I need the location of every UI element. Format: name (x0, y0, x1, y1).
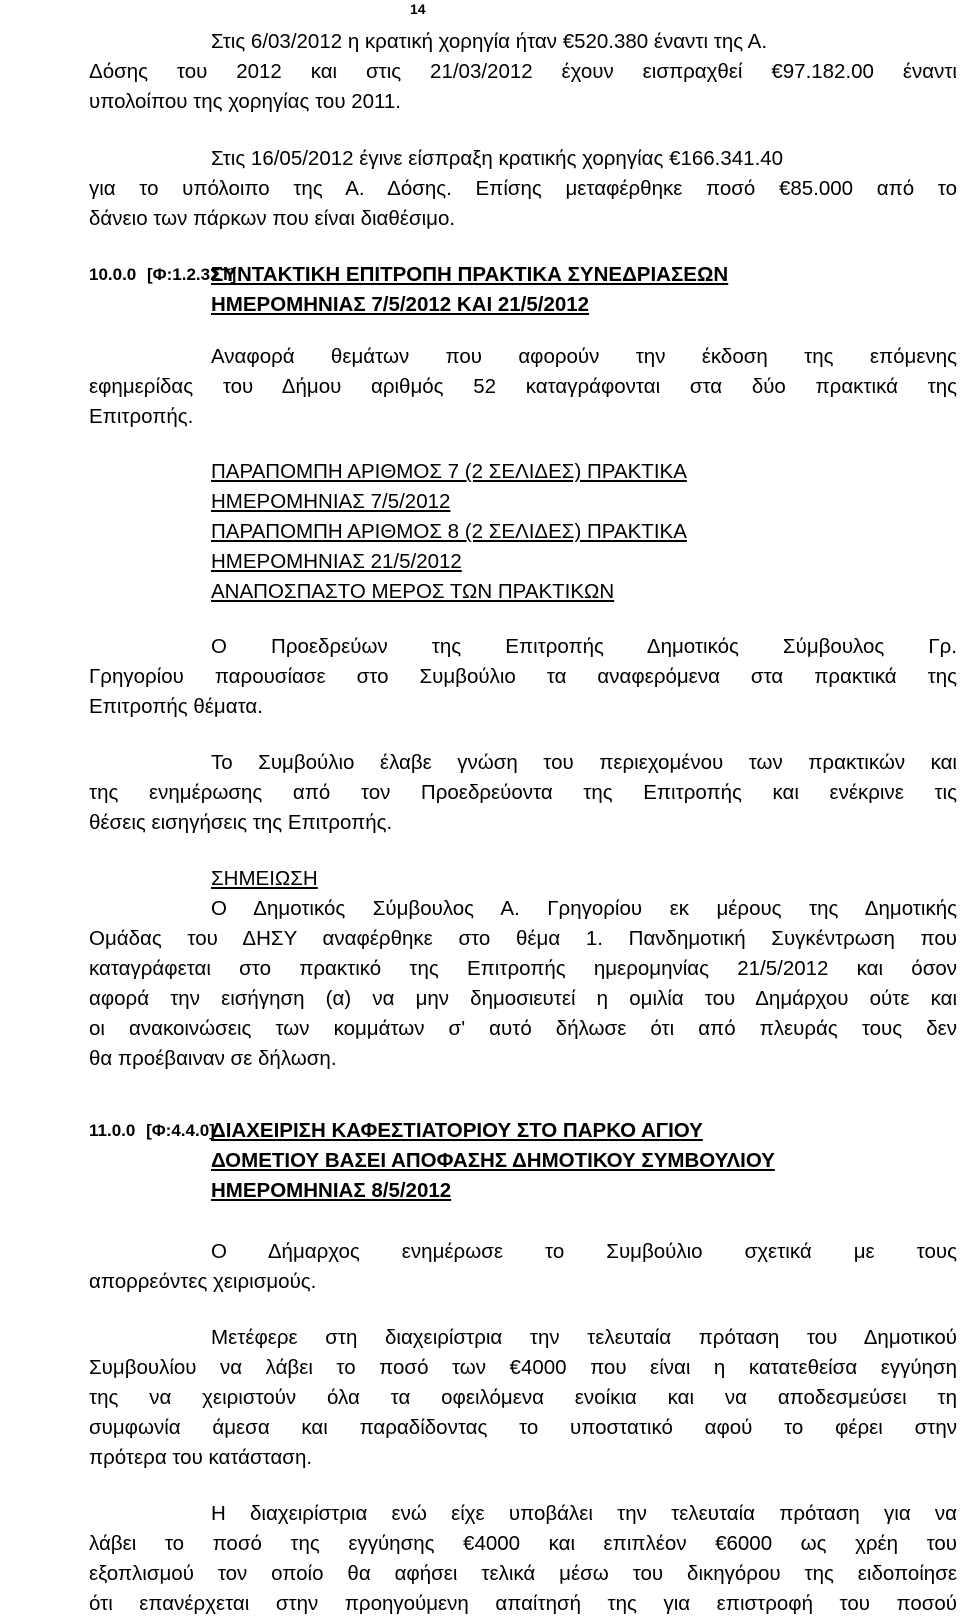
transfer-paragraph (89, 1323, 957, 1473)
text-line: Γρηγορίου παρουσίασε στο Συμβούλιο τα αναφερόμενα στα πρακτικά της (89, 665, 957, 688)
text-line: καταγράφεται στο πρακτικό της Επιτροπής ημερομηνίας 21/5/2012 και όσον (89, 957, 957, 980)
section-code: [Φ:4.4.0] (146, 1121, 215, 1140)
text-line: αφορά την εισήγηση (α) να μην δημοσιευτεί η ομιλία του Δημάρχου ούτε και (89, 987, 957, 1010)
text-line: Συμβουλίου να λάβει το ποσό των €4000 που είναι η κατατεθείσα εγγύηση (89, 1356, 957, 1379)
text-line: πρότερα του κατάσταση. (89, 1446, 313, 1469)
text-line: υπολοίπου της χορηγίας του 2011. (89, 90, 402, 113)
text-line: Ο Δημοτικός Σύμβουλος Α. Γρηγορίου εκ μέρους της Δημοτικής (211, 897, 957, 920)
title-line: ΗΜΕΡΟΜΗΝΙΑΣ 7/5/2012 ΚΑΙ 21/5/2012 (211, 293, 590, 316)
page-number: 14 (410, 1, 426, 17)
title-line: ΣΥΝΤΑΚΤΙΚΗ ΕΠΙΤΡΟΠΗ ΠΡΑΚΤΙΚΑ ΣΥΝΕΔΡΙΑΣΕΩΝ (211, 263, 729, 286)
text-line: για το υπόλοιπο της Α. Δόσης. Επίσης μεταφέρθηκε ποσό €85.000 από το (89, 177, 957, 200)
text-line: οι ανακοινώσεις των κομμάτων σ' αυτό δήλωσε ότι από πλευράς τους δεν (89, 1017, 957, 1040)
text-line: Δόσης του 2012 και στις 21/03/2012 έχουν εισπραχθεί €97.182.00 έναντι (89, 60, 957, 83)
text-line: δάνειο των πάρκων που είναι διαθέσιμο. (89, 207, 456, 230)
manager-paragraph (89, 1499, 957, 1619)
section-10-intro (89, 342, 957, 432)
section-code: [Φ:1.2.3ΣΤ] (147, 265, 237, 284)
presenter-paragraph (89, 632, 957, 722)
text-line: εξοπλισμού τον οποίο θα αφήσει τελικά μέσω του δικηγόρου της ειδοποίησε (89, 1562, 957, 1585)
section-10-title (211, 260, 951, 320)
text-line: Η διαχειρίστρια ενώ είχε υποβάλει την τελευταία πρόταση για να (211, 1502, 957, 1525)
text-line: Επιτροπής. (89, 405, 194, 428)
reference-line: ΠΑΡΑΠΟΜΠΗ ΑΡΙΘΜΟΣ 8 (2 ΣΕΛΙΔΕΣ) ΠΡΑΚΤΙΚΑ (211, 520, 687, 543)
title-line: ΔΙΑΧΕΙΡΙΣΗ ΚΑΦΕΣΤΙΑΤΟΡΙΟΥ ΣΤΟ ΠΑΡΚΟ ΑΓΙΟΥ (211, 1119, 703, 1142)
section-11-number (89, 1116, 215, 1146)
text-line: Στις 6/03/2012 η κρατική χορηγία ήταν €520.380 έναντι της Α. (211, 30, 768, 53)
text-line: Επιτροπής θέματα. (89, 695, 263, 718)
text-line: εφημερίδας του Δήμου αριθμός 52 καταγράφονται στα δύο πρακτικά της (89, 375, 957, 398)
text-line: Ο Προεδρεύων της Επιτροπής Δημοτικός Σύμβουλος Γρ. (211, 635, 957, 658)
text-line: Στις 16/05/2012 έγινε είσπραξη κρατικής χορηγίας €166.341.40 (211, 147, 784, 170)
title-line: ΗΜΕΡΟΜΗΝΙΑΣ 8/5/2012 (211, 1179, 452, 1202)
title-line: ΔΟΜΕΤΙΟΥ ΒΑΣΕΙ ΑΠΟΦΑΣΗΣ ΔΗΜΟΤΙΚΟΥ ΣΥΜΒΟΥΛΙΟΥ (211, 1149, 775, 1172)
text-line: Αναφορά θεμάτων που αφορούν την έκδοση της επόμενης (211, 345, 957, 368)
text-line: Ο Δήμαρχος ενημέρωσε το Συμβούλιο σχετικά με τους (211, 1240, 957, 1263)
text-line: Ομάδας του ΔΗΣΥ αναφέρθηκε στο θέμα 1. Πανδημοτική Συγκέντρωση που (89, 927, 957, 950)
section-number: 10.0.0 (89, 265, 137, 284)
section-11-title (211, 1116, 951, 1206)
reference-line: ΑΝΑΠΟΣΠΑΣΤΟ ΜΕΡΟΣ ΤΩΝ ΠΡΑΚΤΙΚΩΝ (211, 580, 615, 603)
text-line: της ενημέρωσης από τον Προεδρεύοντα της Επιτροπής και ενέκρινε τις (89, 781, 957, 804)
paragraph-state-grant (89, 27, 957, 117)
text-line: απορρεόντες χειρισμούς. (89, 1270, 317, 1293)
reference-line: ΗΜΕΡΟΜΗΝΙΑΣ 21/5/2012 (211, 550, 462, 573)
mayor-paragraph (89, 1237, 957, 1297)
text-line: θα προέβαιναν σε δήλωση. (89, 1047, 337, 1070)
text-line: Το Συμβούλιο έλαβε γνώση του περιεχομένου των πρακτικών και (211, 751, 957, 774)
paragraph-grant-collection (89, 144, 957, 234)
text-line: λάβει το ποσό της εγγύησης €4000 και επιπλέον €6000 ως χρέη του (89, 1532, 957, 1555)
note-paragraph (89, 864, 957, 1074)
text-line: θέσεις εισηγήσεις της Επιτροπής. (89, 811, 393, 834)
text-line: Μετέφερε στη διαχειρίστρια την τελευταία πρόταση του Δημοτικού (211, 1326, 957, 1349)
text-line: ότι επανέρχεται στην προηγούμενη απαίτησή της για επιστροφή του ποσού (89, 1592, 957, 1615)
section-number: 11.0.0 (89, 1121, 136, 1140)
references-list (89, 457, 957, 607)
note-heading: ΣΗΜΕΙΩΣΗ (211, 867, 318, 890)
text-line: της να χειριστούν όλα τα οφειλόμενα ενοίκια και να αποδεσμεύσει τη (89, 1386, 957, 1409)
text-line: συμφωνία άμεσα και παραδίδοντας το υποστατικό αφού το φέρει στην (89, 1416, 957, 1439)
decision-paragraph (89, 748, 957, 838)
reference-line: ΠΑΡΑΠΟΜΠΗ ΑΡΙΘΜΟΣ 7 (2 ΣΕΛΙΔΕΣ) ΠΡΑΚΤΙΚΑ (211, 460, 687, 483)
reference-line: ΗΜΕΡΟΜΗΝΙΑΣ 7/5/2012 (211, 490, 451, 513)
